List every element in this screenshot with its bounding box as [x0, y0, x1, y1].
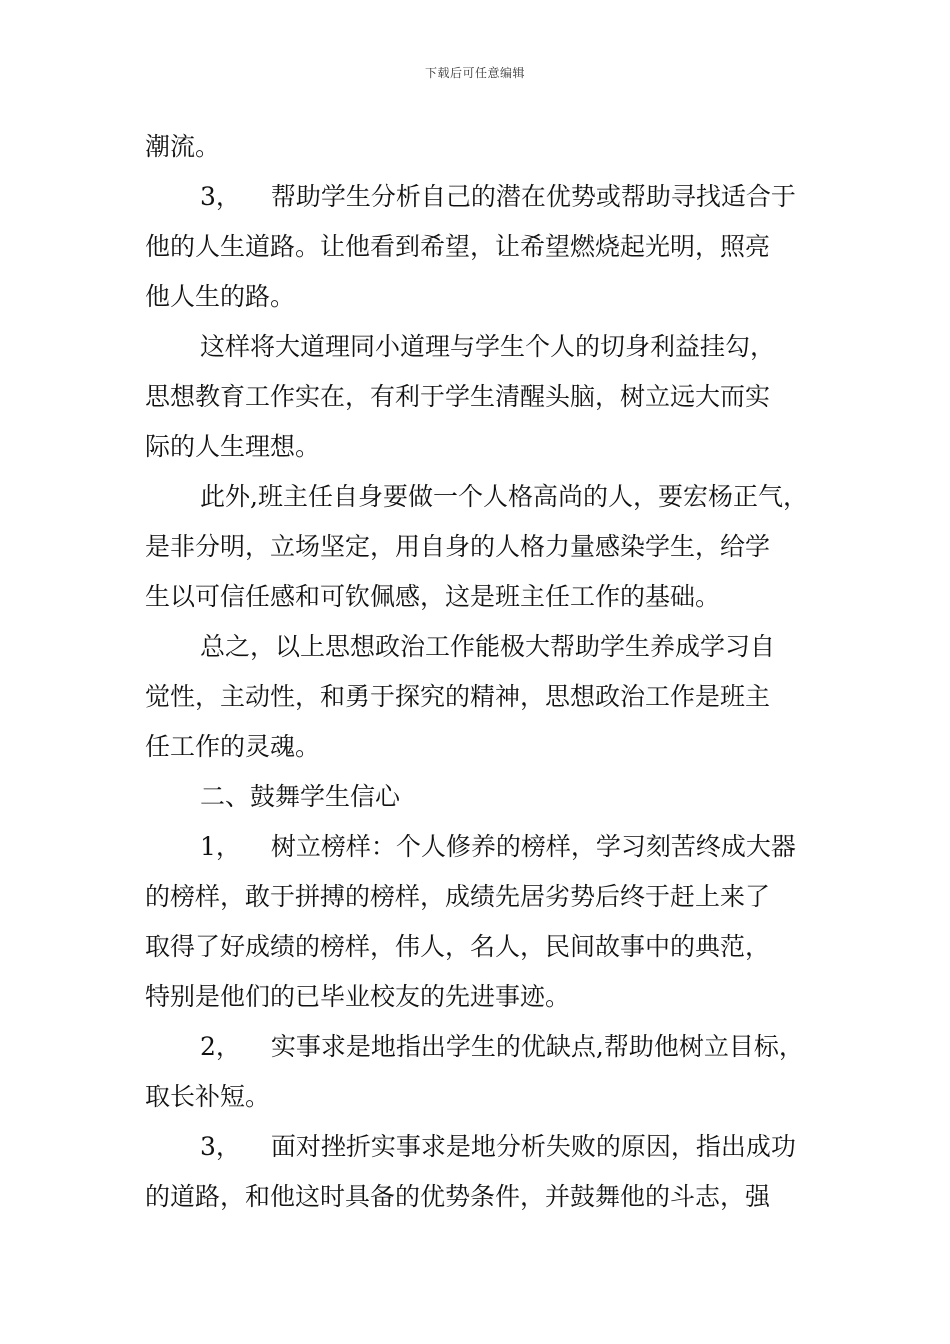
item-number: 1， [200, 832, 241, 861]
text-line: 取长补短。 [145, 1082, 271, 1111]
item-text: 树立榜样：个人修养的榜样，学习刻苦终成大器 [270, 832, 796, 861]
text-line: 是非分明，立场坚定，用自身的人格力量感染学生，给学 [145, 532, 771, 561]
paragraph-first-line: 此外,班主任自身要做一个人格高尚的人，要宏杨正气， [200, 482, 808, 511]
text-line: 特别是他们的已毕业校友的先进事迹。 [145, 982, 571, 1011]
text-line: 他人生的路。 [145, 282, 296, 311]
item-text: 面对挫折实事求是地分析失败的原因，指出成功 [270, 1132, 796, 1161]
item-text: 实事求是地指出学生的优缺点,帮助他树立目标， [270, 1032, 804, 1061]
numbered-item-line [200, 178, 796, 216]
section-heading: 二、鼓舞学生信心 [200, 782, 401, 811]
text-line: 觉性，主动性，和勇于探究的精神，思想政治工作是班主 [145, 682, 771, 711]
text-line: 际的人生理想。 [145, 432, 321, 461]
text-line: 生以可信任感和可钦佩感，这是班主任工作的基础。 [145, 582, 721, 611]
text-line: 潮流。 [145, 132, 221, 161]
numbered-item-line [200, 1128, 796, 1166]
item-text: 帮助学生分析自己的潜在优势或帮助寻找适合于 [270, 182, 796, 211]
text-line: 的道路，和他这时具备的优势条件，并鼓舞他的斗志，强 [145, 1182, 771, 1211]
text-line: 他的人生道路。让他看到希望，让希望燃烧起光明，照亮 [145, 232, 771, 261]
text-line: 的榜样，敢于拼搏的榜样，成绩先居劣势后终于赶上来了 [145, 882, 771, 911]
text-line: 思想教育工作实在，有利于学生清醒头脑，树立远大而实 [145, 382, 771, 411]
numbered-item-line [200, 828, 796, 866]
item-number: 3， [200, 182, 241, 211]
item-number: 3， [200, 1132, 241, 1161]
text-line: 任工作的灵魂。 [145, 732, 321, 761]
item-number: 2， [200, 1032, 241, 1061]
text-line: 取得了好成绩的榜样，伟人，名人，民间故事中的典范， [145, 932, 771, 961]
paragraph-first-line: 总之，以上思想政治工作能极大帮助学生养成学习自 [200, 632, 776, 661]
page-header: 下载后可任意编辑 [424, 66, 525, 80]
numbered-item-line [200, 1028, 804, 1066]
paragraph-first-line: 这样将大道理同小道理与学生个人的切身利益挂勾， [200, 332, 776, 361]
